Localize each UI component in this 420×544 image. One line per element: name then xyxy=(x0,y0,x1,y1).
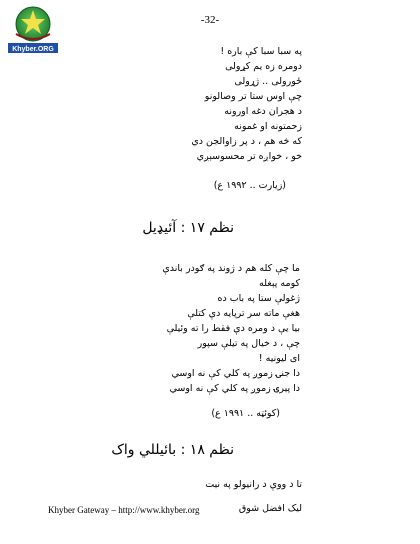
poem-line: که څه هم ، د پر زاوالجن دي xyxy=(191,136,302,147)
poem-17-source: (کوئټه .. ۱۹۹۱ ع) xyxy=(211,408,280,419)
poem-line: دا جنۍ زموږ په کلي کې نه اوسي xyxy=(171,368,300,379)
poem-16-stanza xyxy=(191,44,302,164)
poem-line: ای لیونیه ! xyxy=(258,353,300,364)
khyber-logo xyxy=(6,4,60,54)
poem-18-heading: نظم ۱۸ : بائیللي واک xyxy=(111,442,234,458)
poem-line: بیا یې د ومره دې فقط را ته وئیلې xyxy=(166,323,300,334)
poem-line: چې ، د خیال په تیلې سپور xyxy=(197,338,300,349)
poem-line: ژغولې ستا په باب ده xyxy=(217,293,300,304)
poem-line: دا پیرۍ زموږ په کلي کې نه اوسي xyxy=(169,383,300,394)
poem-16-source: (زیارت .. ۱۹۹۲ ع) xyxy=(213,180,286,191)
poem-line: په سبا سبا کې باره ! xyxy=(220,46,302,57)
poem-line: هغې ماته سر ترپایه دې کتلې xyxy=(187,308,300,319)
poem-line: خو ، خواږه تر محسوسېږي xyxy=(196,151,302,162)
poem-line: تا د ووې د رانیولو په نیت xyxy=(205,479,302,490)
poem-17-heading: نظم ۱۷ : آئیډیل xyxy=(142,220,234,236)
poem-line: ځورولی .. ژړولی xyxy=(234,76,302,87)
poem-line: دومره زه یم کړولی xyxy=(225,61,302,72)
poem-17-stanza xyxy=(162,261,300,396)
poem-line: ما چې کله هم د ژوند په ګودر باندې xyxy=(162,263,300,274)
poem-line: کومه پېغله xyxy=(259,278,300,289)
poem-line: چې اوس ستا تر وصالونو xyxy=(204,91,302,102)
logo-text: Khyber.ORG xyxy=(12,46,54,53)
poem-line: د هجران دغه اورونه xyxy=(224,106,302,117)
footer-website: Khyber Gateway – http://www.khyber.org xyxy=(48,505,200,515)
page-number: -32- xyxy=(200,14,220,26)
footer-author: لیک افضل شوق xyxy=(238,503,302,514)
poem-line: زحمتونه او غمونه xyxy=(234,121,302,132)
